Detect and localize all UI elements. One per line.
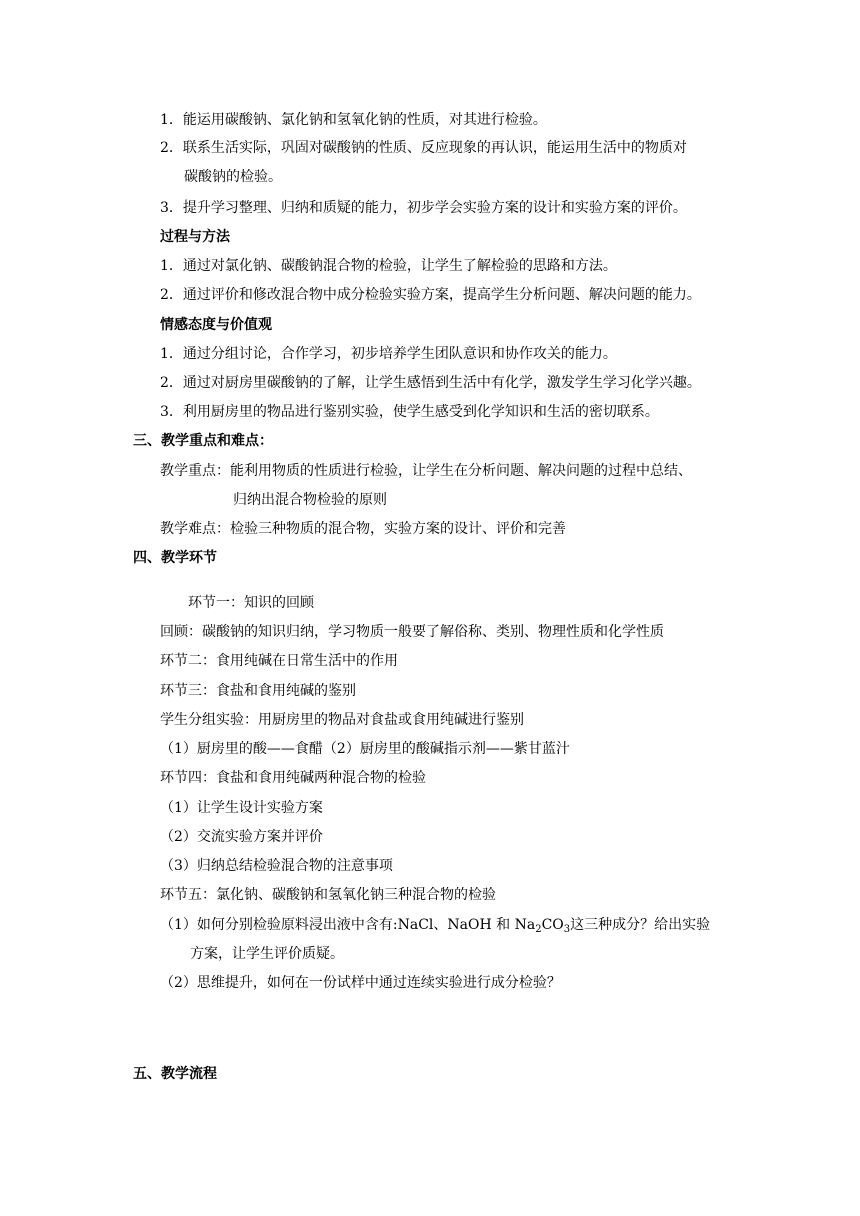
link5-item-2: （2）思维提升，如何在一份试样中通过连续实验进行成分检验？ (160, 975, 561, 991)
link5-item-1-cont: 方案，让学生评价质疑。 (190, 946, 344, 962)
section5-heading: 五、教学流程 (133, 1066, 217, 1082)
process-heading: 过程与方法 (160, 229, 230, 245)
link-3: 环节三：食盐和食用纯碱的鉴别 (160, 683, 356, 699)
process-item-1: 1．通过对氯化钠、碳酸钠混合物的检验，让学生了解检验的思路和方法。 (160, 258, 617, 274)
group-experiment: 学生分组实验：用厨房里的物品对食盐或食用纯碱进行鉴别 (160, 712, 524, 728)
link5-item-1: （1）如何分别检验原料浸出液中含有:NaCl、NaOH 和 $Na_2CO_3$这三种成分？给出实验 (160, 917, 711, 935)
knowledge-item-3: 3．提升学习整理、归纳和质疑的能力，初步学会实验方案的设计和实验方案的评价。 (160, 200, 687, 216)
link-4: 环节四：食盐和食用纯碱两种混合物的检验 (160, 770, 426, 786)
link4-item-3: （3）归纳总结检验混合物的注意事项 (160, 858, 393, 874)
key-point: 教学重点：能利用物质的性质进行检验，让学生在分析问题、解决问题的过程中总结、 (160, 463, 692, 479)
difficulty-point: 教学难点：检验三种物质的混合物，实验方案的设计、评价和完善 (160, 521, 566, 537)
link-5: 环节五：氯化钠、碳酸钠和氢氧化钠三种混合物的检验 (160, 887, 496, 903)
link-1: 环节一：知识的回顾 (188, 595, 314, 611)
kitchen-items: （1）厨房里的酸——食醋（2）厨房里的酸碱指示剂——紫甘蓝汁 (160, 741, 570, 757)
link4-item-1: （1）让学生设计实验方案 (160, 800, 323, 816)
emotion-heading: 情感态度与价值观 (160, 317, 272, 333)
process-item-2: 2．通过评价和修改混合物中成分检验实验方案，提高学生分析问题、解决问题的能力。 (160, 287, 701, 303)
knowledge-item-2: 2．联系生活实际，巩固对碳酸钠的性质、反应现象的再认识，能运用生活中的物质对 (160, 140, 687, 156)
review-text: 回顾：碳酸钠的知识归纳，学习物质一般要了解俗称、类别、物理性质和化学性质 (160, 624, 664, 640)
section3-heading: 三、教学重点和难点： (133, 433, 273, 449)
link4-item-2: （2）交流实验方案并评价 (160, 829, 323, 845)
link-2: 环节二：食用纯碱在日常生活中的作用 (160, 653, 398, 669)
knowledge-item-2-cont: 碳酸钠的检验。 (184, 169, 282, 185)
emotion-item-3: 3．利用厨房里的物品进行鉴别实验，使学生感受到化学知识和生活的密切联系。 (160, 404, 659, 420)
section4-heading: 四、教学环节 (133, 550, 217, 566)
knowledge-item-1: 1．能运用碳酸钠、氯化钠和氢氧化钠的性质，对其进行检验。 (160, 112, 547, 128)
emotion-item-2: 2．通过对厨房里碳酸钠的了解，让学生感悟到生活中有化学，激发学生学习化学兴趣。 (160, 375, 701, 391)
key-point-cont: 归纳出混合物检验的原则 (233, 492, 387, 508)
emotion-item-1: 1．通过分组讨论，合作学习，初步培养学生团队意识和协作攻关的能力。 (160, 346, 617, 362)
